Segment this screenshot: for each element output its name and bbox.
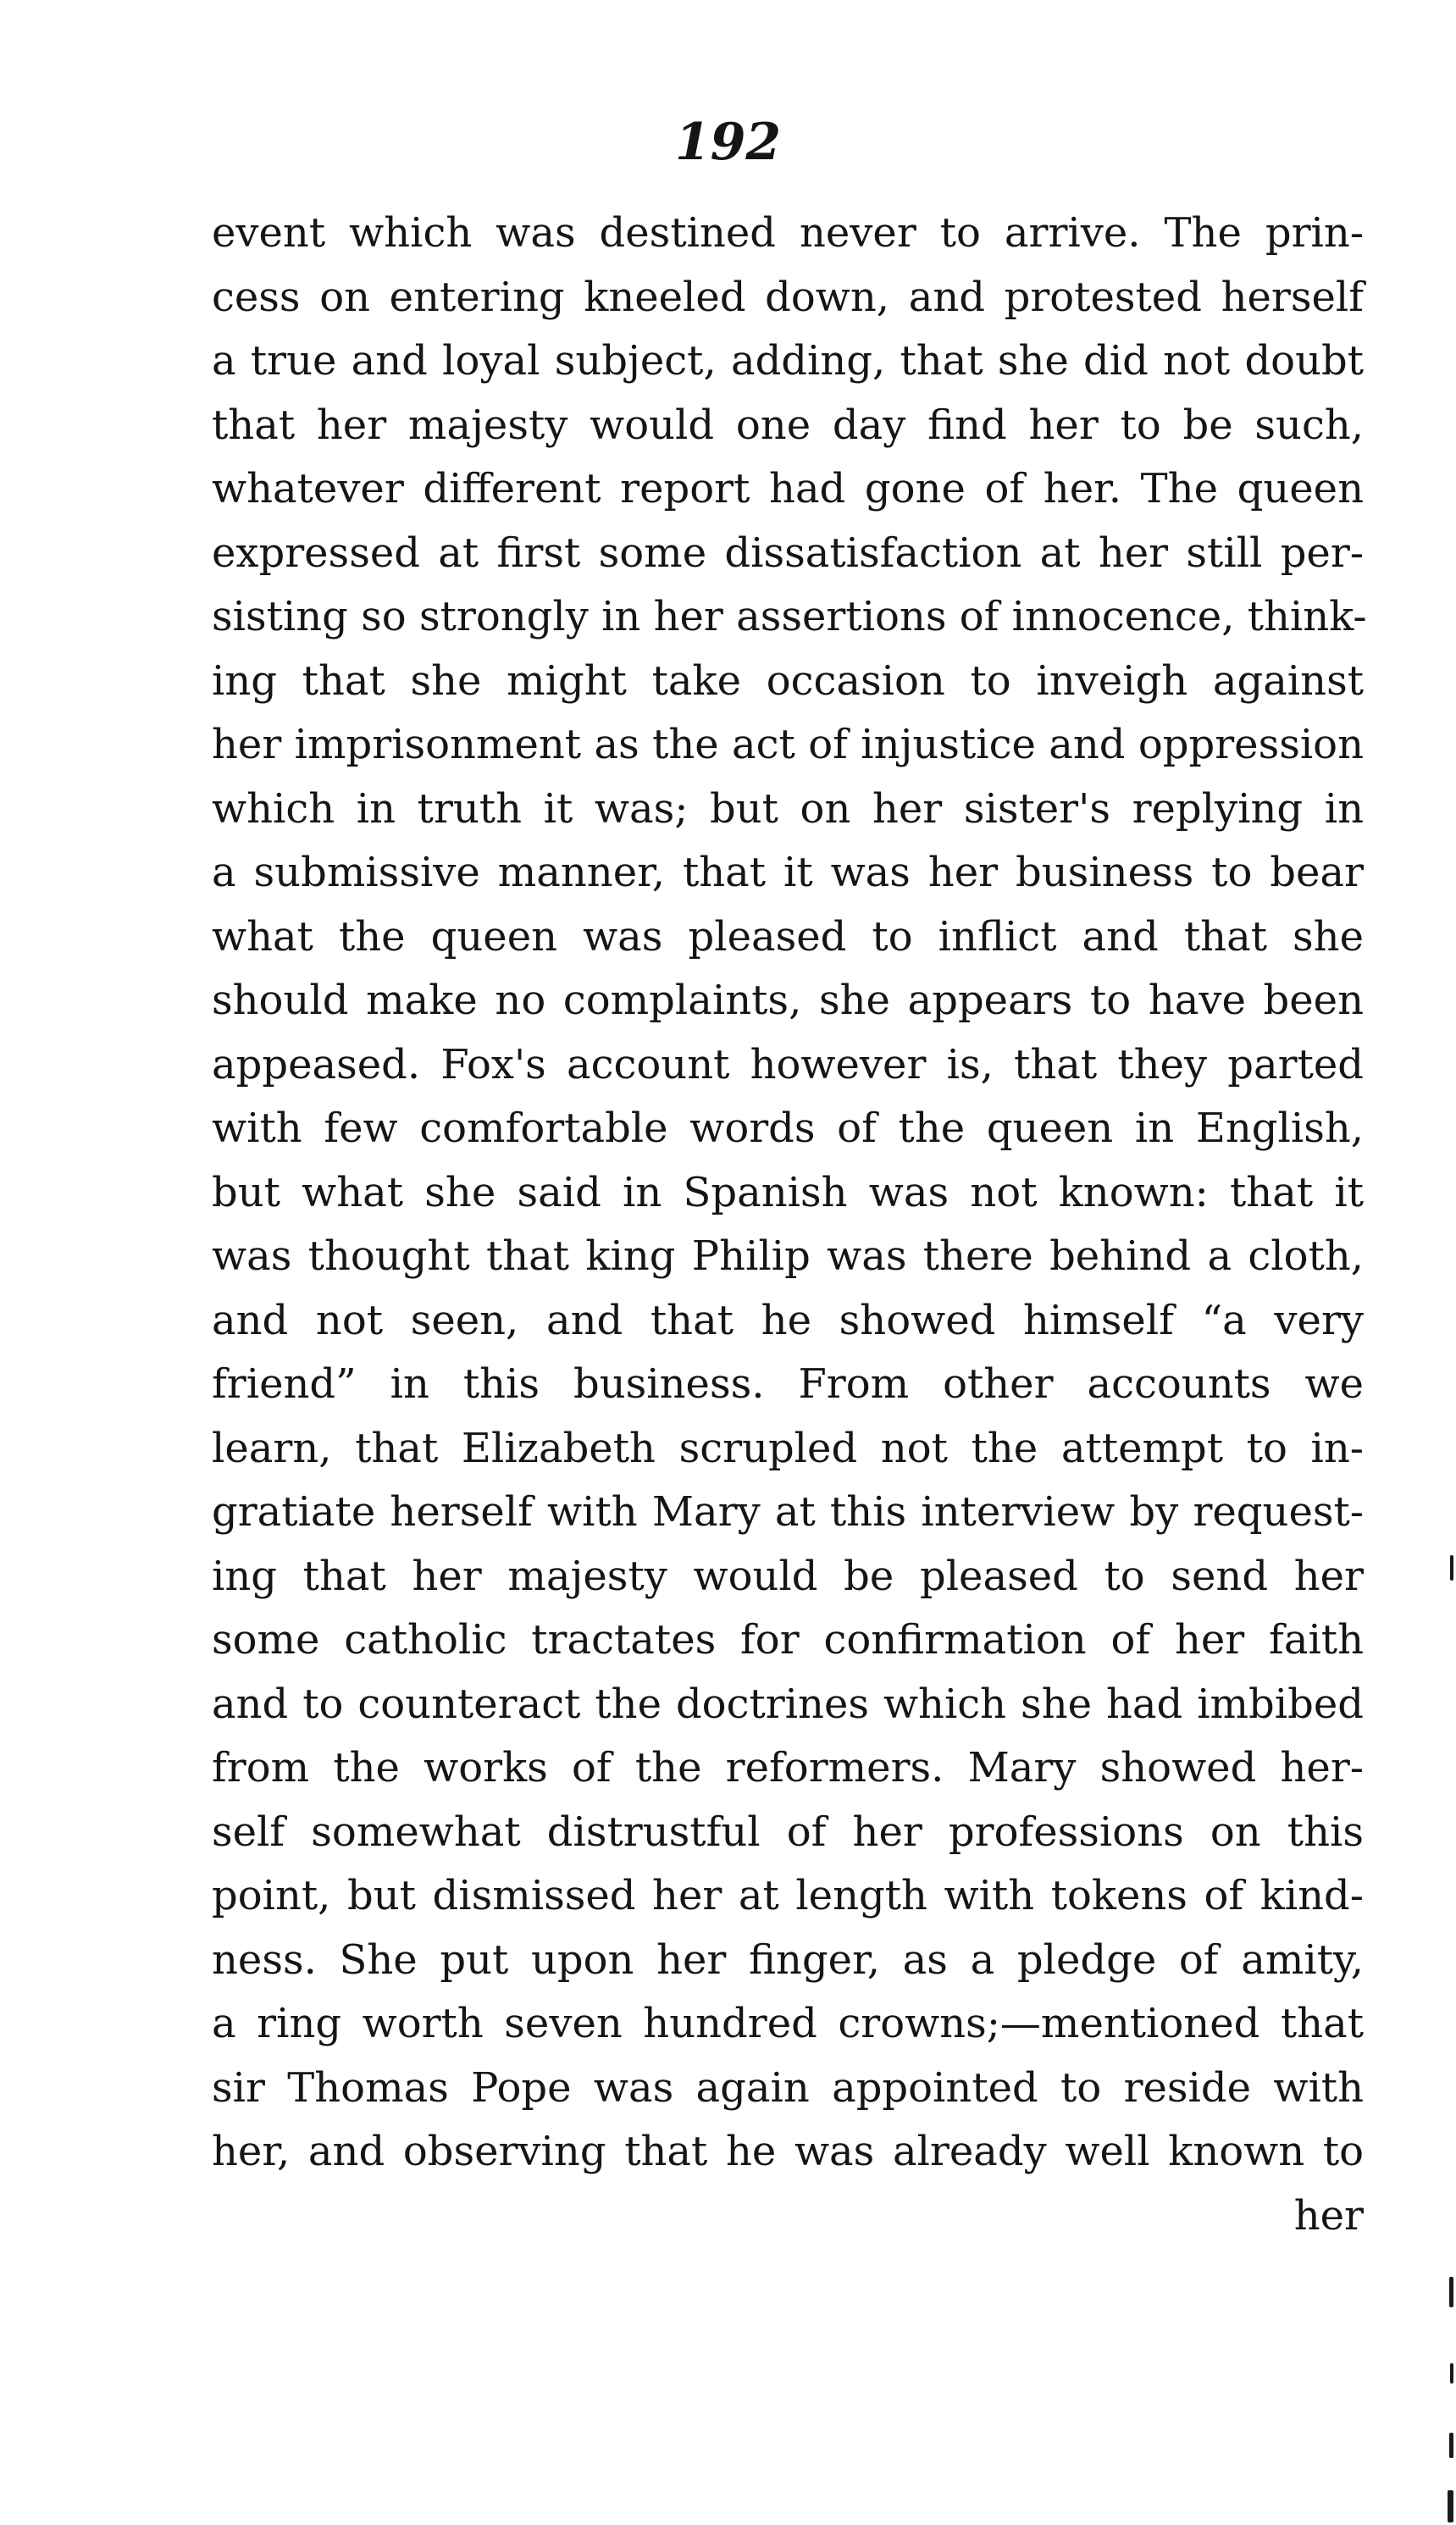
text-line: with few comfortable words of the queen in English, — [212, 1105, 1364, 1152]
text-line: learn, that Elizabeth scrupled not the attempt to in- — [212, 1424, 1364, 1472]
text-line: a submissive manner, that it was her business to bear — [212, 849, 1364, 896]
text-line: a ring worth seven hundred crowns;—mentioned that — [212, 2000, 1364, 2047]
scan-mark — [1449, 2277, 1453, 2307]
scan-mark — [1448, 2490, 1453, 2522]
scan-mark — [1450, 2363, 1453, 2384]
text-line: ing that she might take occasion to inveigh against — [212, 656, 1364, 705]
text-line: should make no complaints, she appears to have been — [212, 977, 1364, 1024]
text-line: friend” in this business. From other accounts we — [212, 1360, 1364, 1408]
text-line: and to counteract the doctrines which she had imbibed — [212, 1680, 1364, 1728]
page-number: 192 — [674, 113, 782, 172]
text-line: from the works of the reformers. Mary showed her- — [212, 1744, 1364, 1791]
text-line: but what she said in Spanish was not known: that it — [212, 1168, 1364, 1216]
text-line: self somewhat distrustful of her professions on this — [212, 1808, 1364, 1856]
body-text — [212, 202, 1367, 2248]
text-line: her, and observing that he was already well known to — [212, 2128, 1364, 2175]
text-line: that her majesty would one day find her to be such, — [212, 401, 1364, 449]
text-line: event which was destined never to arrive. The prin- — [212, 209, 1364, 257]
scan-mark — [1450, 1555, 1453, 1581]
text-line: her imprisonment as the act of injustice and oppression — [212, 721, 1364, 768]
text-line: was thought that king Philip was there behind a cloth, — [212, 1232, 1364, 1280]
text-line: and not seen, and that he showed himself “a very — [212, 1296, 1364, 1344]
text-line: expressed at first some dissatisfaction at her still per- — [212, 529, 1364, 577]
text-line: cess on entering kneeled down, and protested herself — [212, 273, 1364, 321]
text-line: what the queen was pleased to inflict and that she — [212, 912, 1364, 961]
scan-mark — [1449, 2433, 1453, 2458]
text-line: ness. She put upon her finger, as a pledge of amity, — [212, 1935, 1364, 1984]
text-line: which in truth it was; but on her sister's replying in — [212, 784, 1364, 833]
text-line: appeased. Fox's account however is, that they parted — [212, 1040, 1364, 1088]
text-line: sir Thomas Pope was again appointed to reside with — [212, 2063, 1364, 2112]
text-line: some catholic tractates for confirmation of her faith — [212, 1616, 1364, 1664]
text-line: ing that her majesty would be pleased to send her — [212, 1552, 1364, 1600]
text-line: point, but dismissed her at length with tokens of kind- — [212, 1872, 1364, 1919]
text-line: a true and loyal subject, adding, that she did not doubt — [212, 337, 1364, 385]
text-line: whatever different report had gone of her. The queen — [212, 465, 1364, 512]
catchword: her — [1293, 2191, 1364, 2240]
text-line: gratiate herself with Mary at this interview by request- — [212, 1488, 1364, 1536]
text-line: sisting so strongly in her assertions of innocence, think- — [212, 593, 1367, 640]
